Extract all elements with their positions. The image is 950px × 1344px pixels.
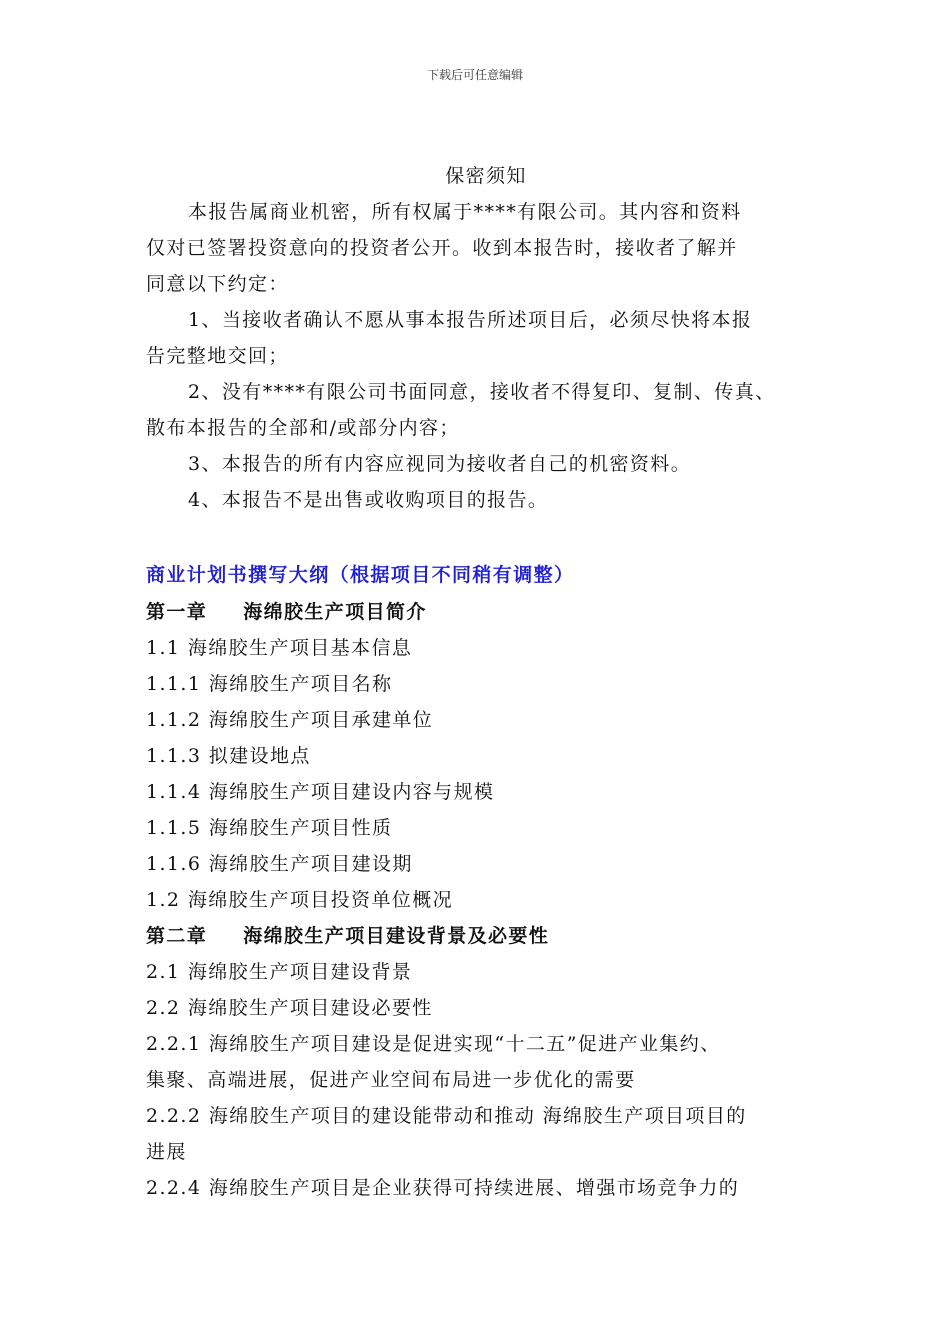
chapter-heading (146, 594, 826, 630)
notice-line: 2、没有****有限公司书面同意，接收者不得复印、复制、传真、 (188, 381, 776, 403)
notice-line: 同意以下约定： (146, 273, 289, 295)
outline-item: 2.2.4 海绵胶生产项目是企业获得可持续进展、增强市场竞争力的 (146, 1177, 740, 1199)
notice-line: 4、本报告不是出售或收购项目的报告。 (188, 489, 549, 511)
outline-item: 2.2.2 海绵胶生产项目的建设能带动和推动 海绵胶生产项目项目的 (146, 1105, 747, 1127)
notice-line: 3、本报告的所有内容应视同为接收者自己的机密资料。 (188, 453, 692, 475)
outline-item: 进展 (146, 1141, 187, 1163)
outline-item: 1.1.3 拟建设地点 (146, 745, 311, 767)
outline-title: 商业计划书撰写大纲（根据项目不同稍有调整） (146, 564, 575, 586)
outline-item: 1.1.1 海绵胶生产项目名称 (146, 673, 393, 695)
notice-line: 仅对已签署投资意向的投资者公开。收到本报告时，接收者了解并 (146, 237, 738, 259)
outline-item: 1.1.6 海绵胶生产项目建设期 (146, 853, 413, 875)
spacer (146, 518, 826, 556)
notice-line: 告完整地交回； (146, 345, 289, 367)
outline-item: 2.2.1 海绵胶生产项目建设是促进实现“十二五”促进产业集约、 (146, 1033, 721, 1055)
chapter-number: 第一章 (146, 601, 208, 623)
notice-line: 本报告属商业机密，所有权属于****有限公司。其内容和资料 (188, 201, 742, 223)
notice-line: 1、当接收者确认不愿从事本报告所述项目后，必须尽快将本报 (188, 309, 753, 331)
outline-item: 2.2 海绵胶生产项目建设必要性 (146, 997, 433, 1019)
outline-item: 1.1.4 海绵胶生产项目建设内容与规模 (146, 781, 495, 803)
outline-item: 1.1.5 海绵胶生产项目性质 (146, 817, 393, 839)
page-header: 下载后可任意编辑 (426, 68, 523, 82)
outline-item: 1.2 海绵胶生产项目投资单位概况 (146, 889, 454, 911)
notice-title: 保密须知 (445, 165, 527, 187)
notice-line: 散布本报告的全部和/或部分内容； (146, 417, 460, 439)
document-body (146, 158, 826, 1206)
chapter-title: 海绵胶生产项目简介 (243, 601, 427, 623)
chapter-title: 海绵胶生产项目建设背景及必要性 (243, 925, 550, 947)
outline-item: 2.1 海绵胶生产项目建设背景 (146, 961, 413, 983)
chapter-number: 第二章 (146, 925, 208, 947)
outline-item: 1.1.2 海绵胶生产项目承建单位 (146, 709, 434, 731)
outline-item: 1.1 海绵胶生产项目基本信息 (146, 637, 413, 659)
chapter-heading (146, 918, 826, 954)
outline-item: 集聚、高端进展，促进产业空间布局进一步优化的需要 (146, 1069, 636, 1091)
